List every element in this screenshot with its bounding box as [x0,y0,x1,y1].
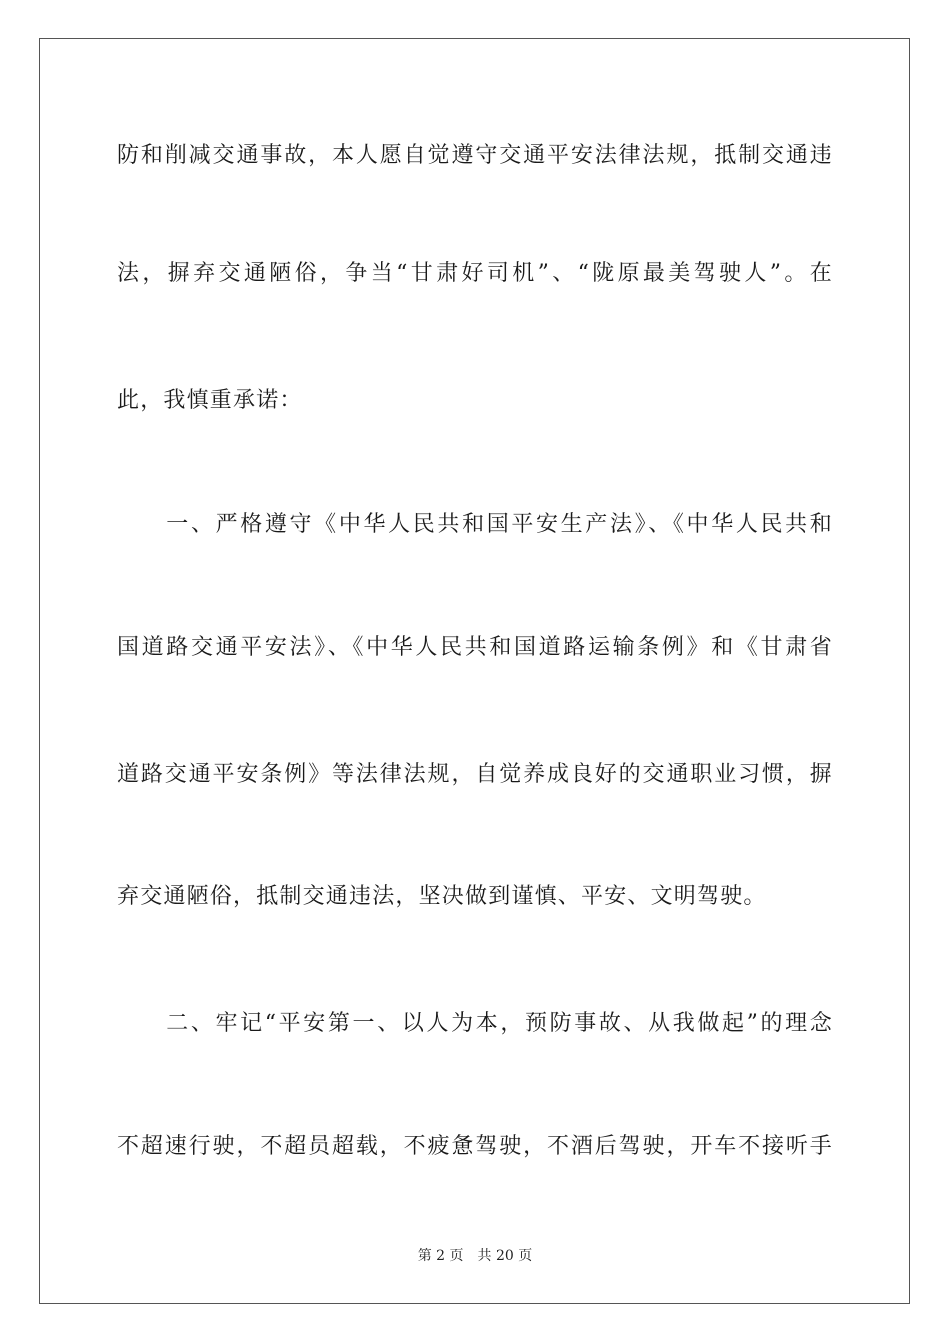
text-line: 此，我慎重承诺： [117,388,303,413]
page-total: 共 20 页 [477,1248,533,1264]
page-number: 第 2 页 [417,1248,464,1264]
page-frame [39,38,910,1304]
text-line: 法，摒弃交通陋俗，争当“甘肃好司机”、“陇原最美驾驶人”。在 [117,261,833,286]
text-line: 不超速行驶，不超员超载，不疲惫驾驶，不酒后驾驶，开车不接听手 [117,1134,833,1159]
text-line: 一、严格遵守《中华人民共和国平安生产法》、《中华人民共和 [117,512,833,537]
text-line: 国道路交通平安法》、《中华人民共和国道路运输条例》和《甘肃省 [117,635,833,660]
text-line: 弃交通陋俗，抵制交通违法，坚决做到谨慎、平安、文明驾驶。 [117,884,767,909]
text-line: 二、牢记“平安第一、以人为本，预防事故、从我做起”的理念 [117,1011,833,1036]
page-footer [0,1245,950,1265]
text-line: 防和削减交通事故，本人愿自觉遵守交通平安法律法规，抵制交通违 [117,143,833,168]
text-line: 道路交通平安条例》等法律法规，自觉养成良好的交通职业习惯，摒 [117,762,833,787]
